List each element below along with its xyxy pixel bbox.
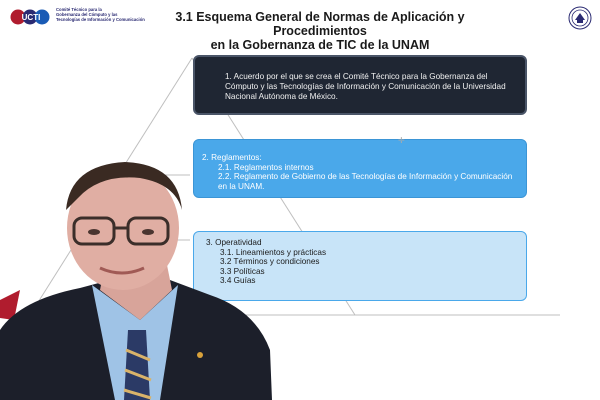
pyramid-level-1 bbox=[193, 55, 527, 115]
logo-mark-text: UCTI bbox=[21, 13, 41, 22]
level-item: 3.2 Términos y condiciones bbox=[220, 257, 320, 266]
cursor-mark: ✛ bbox=[398, 136, 405, 145]
level-item: 3.1. Lineamientos y prácticas bbox=[220, 247, 327, 257]
level-heading: 1. Acuerdo por el que se crea el Comité Técnico para la Gobernanza del Cómputo y las Tecnologías de Información y Comunicación de la Universidad Nacional Autónoma de México. bbox=[225, 72, 506, 101]
level-heading: 3. Operatividad bbox=[206, 238, 262, 247]
slide-title-line: 3.1 Esquema General de Normas de Aplicación y Procedimientos bbox=[175, 10, 465, 38]
level-item: 2.1. Reglamentos internos bbox=[218, 162, 314, 172]
slide-title-line: en la Gobernanza de TIC de la UNAM bbox=[210, 38, 430, 52]
level-heading: 2. Reglamentos: bbox=[202, 153, 262, 162]
level-item: 3.3 Políticas bbox=[220, 266, 265, 276]
logo-line: Gobernanza del Cómputo y las bbox=[56, 12, 118, 17]
level-item: 3.4 Guías bbox=[220, 276, 256, 285]
presenter-tie bbox=[124, 330, 150, 400]
level-item: 2.2. Reglamento de Gobierno de las Tecnologías de Información y Comunicación en la UNAM. bbox=[218, 172, 513, 191]
logo-line: Tecnologías de Información y Comunicación bbox=[56, 17, 145, 22]
logo-line: Comité Técnico para la bbox=[56, 7, 102, 12]
lapel-pin-icon bbox=[197, 352, 203, 358]
presenter-video bbox=[0, 160, 280, 400]
